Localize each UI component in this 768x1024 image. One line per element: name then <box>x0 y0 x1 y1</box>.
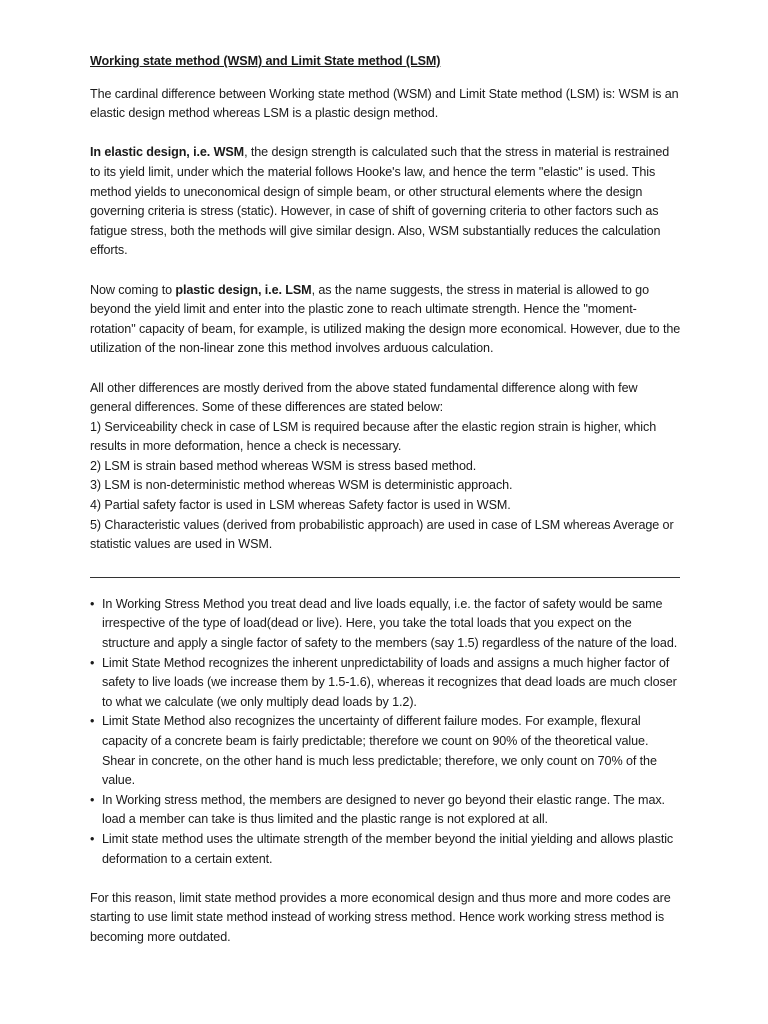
bullet-text-2: Limit State Method recognizes the inherent unpredictability of loads and assigns a much higher factor of safety to live loads (we increase them by 1.5-1.6), whereas it recognizes that dead loads are much closer to what we calculate (we only multiply dead loads by 1.2). <box>102 655 677 709</box>
plastic-design-lead: plastic design, i.e. LSM <box>175 282 312 297</box>
section-divider <box>90 577 680 578</box>
plastic-design-paragraph <box>90 281 682 359</box>
bullet-text-3: Limit State Method also recognizes the uncertainty of different failure modes. For example, flexural capacity of a concrete beam is fairly predictable; therefore we count on 90% of the theoretical value. Shear in concrete, on the other hand is much less predictable; therefore, we only count on 70% of the value. <box>102 714 657 788</box>
elastic-design-paragraph <box>90 143 682 261</box>
difference-item-3: 3) LSM is non-deterministic method whereas WSM is deterministic approach. <box>90 478 513 493</box>
bullet-list <box>90 595 682 869</box>
bullet-item-5 <box>90 830 682 869</box>
elastic-design-body: , the design strength is calculated such that the stress in material is restrained to its yield limit, under which the material follows Hooke's law, and hence the term "elastic" is used. This method yields to uneconomical design of simple beam, or other structural elements where the design governing criteria is stress (static). However, in case of shift of governing criteria to other factors such as fatigue stress, both the methods will give similar design. Also, WSM substantially reduces the calculation efforts. <box>90 145 670 258</box>
bullet-icon: • <box>90 596 95 611</box>
plastic-design-body: , as the name suggests, the stress in material is allowed to go beyond the yield limit and enter into the plastic zone to reach ultimate strength. Hence the "moment-rotation" capacity of beam, for example, is utilized making the design more economical. However, due to the utilization of the non-linear zone this method involves arduous calculation. <box>90 282 681 356</box>
bullet-text-5: Limit state method uses the ultimate strength of the member beyond the initial yielding and allows plastic deformation to a certain extent. <box>102 831 674 866</box>
document-page <box>90 52 682 967</box>
bullet-item-4 <box>90 791 682 830</box>
conclusion-paragraph: For this reason, limit state method provides a more economical design and thus more and more codes are starting to use limit state method instead of working stress method. Hence work working stress method is becoming more outdated. <box>90 890 671 944</box>
bullet-icon: • <box>90 831 95 846</box>
difference-item-1: 1) Serviceability check in case of LSM is required because after the elastic region strain is higher, which results in more deformation, hence a check is necessary. <box>90 419 657 454</box>
difference-item-2: 2) LSM is strain based method whereas WSM is stress based method. <box>90 458 477 473</box>
bullet-text-4: In Working stress method, the members are designed to never go beyond their elastic range. The max. load a member can take is thus limited and the plastic range is not explored at all. <box>102 792 665 827</box>
differences-intro: All other differences are mostly derived from the above stated fundamental difference along with few general differences. Some of these differences are stated below: <box>90 380 638 415</box>
bullet-icon: • <box>90 714 95 729</box>
intro-paragraph: The cardinal difference between Working state method (WSM) and Limit State method (LSM) is: WSM is an elastic design method whereas LSM is a plastic design method. <box>90 86 679 121</box>
document-title: Working state method (WSM) and Limit State method (LSM) <box>90 54 441 68</box>
difference-item-4: 4) Partial safety factor is used in LSM whereas Safety factor is used in WSM. <box>90 498 511 513</box>
differences-section <box>90 379 682 555</box>
elastic-design-lead: In elastic design, i.e. WSM <box>90 145 245 160</box>
bullet-item-1 <box>90 595 682 654</box>
difference-item-5: 5) Characteristic values (derived from probabilistic approach) are used in case of LSM whereas Average or statistic values are used in WSM. <box>90 517 674 552</box>
bullet-item-3 <box>90 712 682 790</box>
bullet-icon: • <box>90 792 95 807</box>
plastic-design-pre: Now coming to <box>90 282 176 297</box>
bullet-text-1: In Working Stress Method you treat dead and live loads equally, i.e. the factor of safety would be same irrespective of the type of load(dead or live). Here, you take the total loads that you expect on the structure and apply a single factor of safety to the members (say 1.5) regardless of the nature of the load. <box>102 596 678 651</box>
bullet-icon: • <box>90 655 95 670</box>
bullet-item-2 <box>90 654 682 713</box>
